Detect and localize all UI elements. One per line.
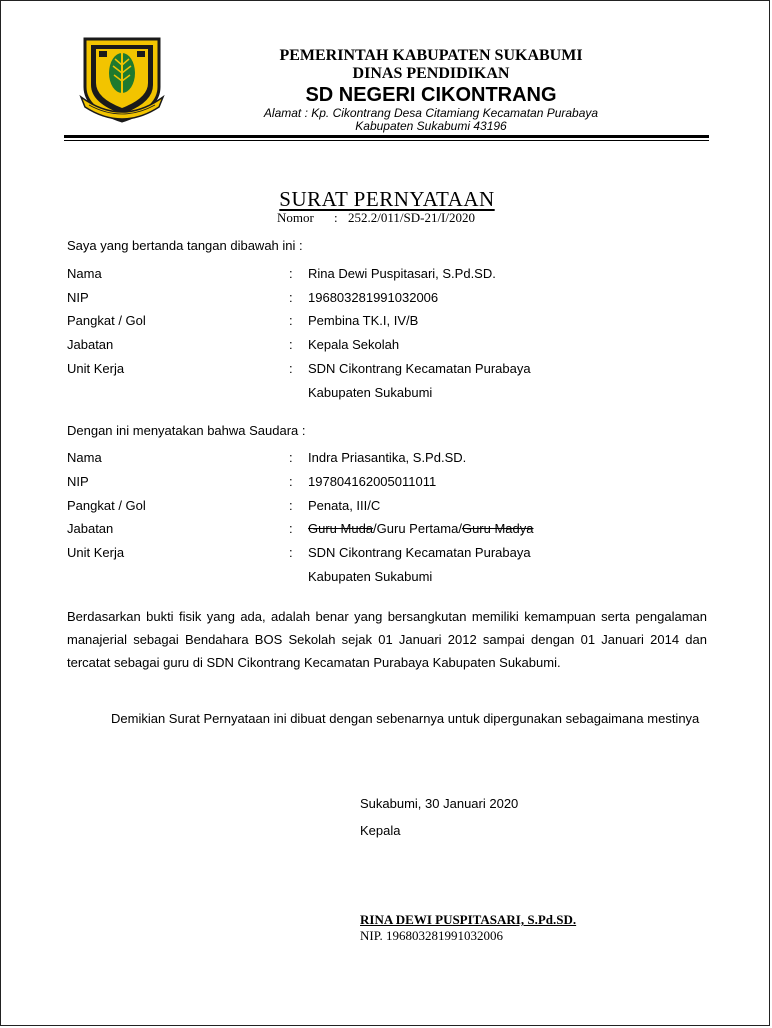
field-value: Kabupaten Sukabumi [308,385,433,400]
field-label: Pangkat / Gol [67,498,146,513]
field-colon: : [289,290,293,305]
field-label: Jabatan [67,337,114,352]
title-container [1,187,772,211]
field-value: Kabupaten Sukabumi [308,569,433,584]
field-label: NIP [67,290,89,305]
letterhead [201,47,661,133]
field-value: 196803281991032006 [308,290,439,305]
field-colon: : [289,337,293,352]
field-value: Kepala Sekolah [308,337,400,352]
body-paragraph: Berdasarkan bukti fisik yang ada, adalah benar yang bersangkutan memiliki kemampuan serta pengalaman manajerial sebagai Bendahara BOS Sekolah sejak 01 Januari 2012 sampai dengan 01 Januari 2014 dan tercatat sebagai guru di SDN Cikontrang Kecamatan Purabaya Kabupaten Sukabumi. [67,609,707,670]
field-colon: : [289,450,293,465]
letterhead-thick-divider [64,135,709,138]
field-value: SDN Cikontrang Kecamatan Purabaya [308,545,531,560]
signature-nip: NIP. 196803281991032006 [360,928,504,943]
letterhead-thin-divider [64,140,709,141]
field-colon: : [289,474,293,489]
field-value: Penata, III/C [308,498,381,513]
field-label: Unit Kerja [67,361,125,376]
letterhead-government: PEMERINTAH KABUPATEN SUKABUMI [279,47,583,64]
field-label: Nama [67,266,102,281]
field-value [308,521,534,537]
struck-option: Guru Muda [308,521,374,536]
number-value: 252.2/011/SD-21/I/2020 [348,210,475,225]
selected-option: Guru Pertama [376,521,459,536]
field-value: Pembina TK.I, IV/B [308,313,419,328]
field-label: NIP [67,474,89,489]
document-title: SURAT PERNYATAAN [279,187,495,211]
closing-paragraph: Demikian Surat Pernyataan ini dibuat dengan sebenarnya untuk dipergunakan sebagaimana mestinya [111,711,700,726]
field-colon: : [289,521,293,536]
field-colon: : [289,266,293,281]
number-label: Nomor [277,210,314,225]
letterhead-regency-postal: Kabupaten Sukabumi 43196 [355,119,507,133]
letterhead-department: DINAS PENDIDIKAN [352,65,510,82]
number-colon: : [334,210,338,225]
field-value: SDN Cikontrang Kecamatan Purabaya [308,361,531,376]
field-colon: : [289,361,293,376]
field-label: Jabatan [67,521,114,536]
field-colon: : [289,545,293,560]
option-separator: / [373,521,377,536]
field-label: Nama [67,450,102,465]
declaration-text: Dengan ini menyatakan bahwa Saudara : [67,423,306,438]
signature-place-date: Sukabumi, 30 Januari 2020 [360,796,519,811]
field-label: Pangkat / Gol [67,313,146,328]
struck-option: Guru Madya [461,521,534,536]
document-number [277,210,475,226]
letterhead-school-name: SD NEGERI CIKONTRANG [305,84,557,106]
field-colon: : [289,313,293,328]
field-label: Unit Kerja [67,545,125,560]
regency-logo [77,35,167,123]
field-value: 197804162005011011 [308,474,437,489]
field-value: Indra Priasantika, S.Pd.SD. [308,450,467,465]
field-colon: : [289,498,293,513]
field-value: Rina Dewi Puspitasari, S.Pd.SD. [308,266,496,281]
option-separator: / [458,521,462,536]
signature-position: Kepala [360,823,401,838]
signature-name: RINA DEWI PUSPITASARI, S.Pd.SD. [360,912,577,927]
intro-text: Saya yang bertanda tangan dibawah ini : [67,238,303,253]
letterhead-address: Alamat : Kp. Cikontrang Desa Citamiang Kecamatan Purabaya [263,106,599,120]
